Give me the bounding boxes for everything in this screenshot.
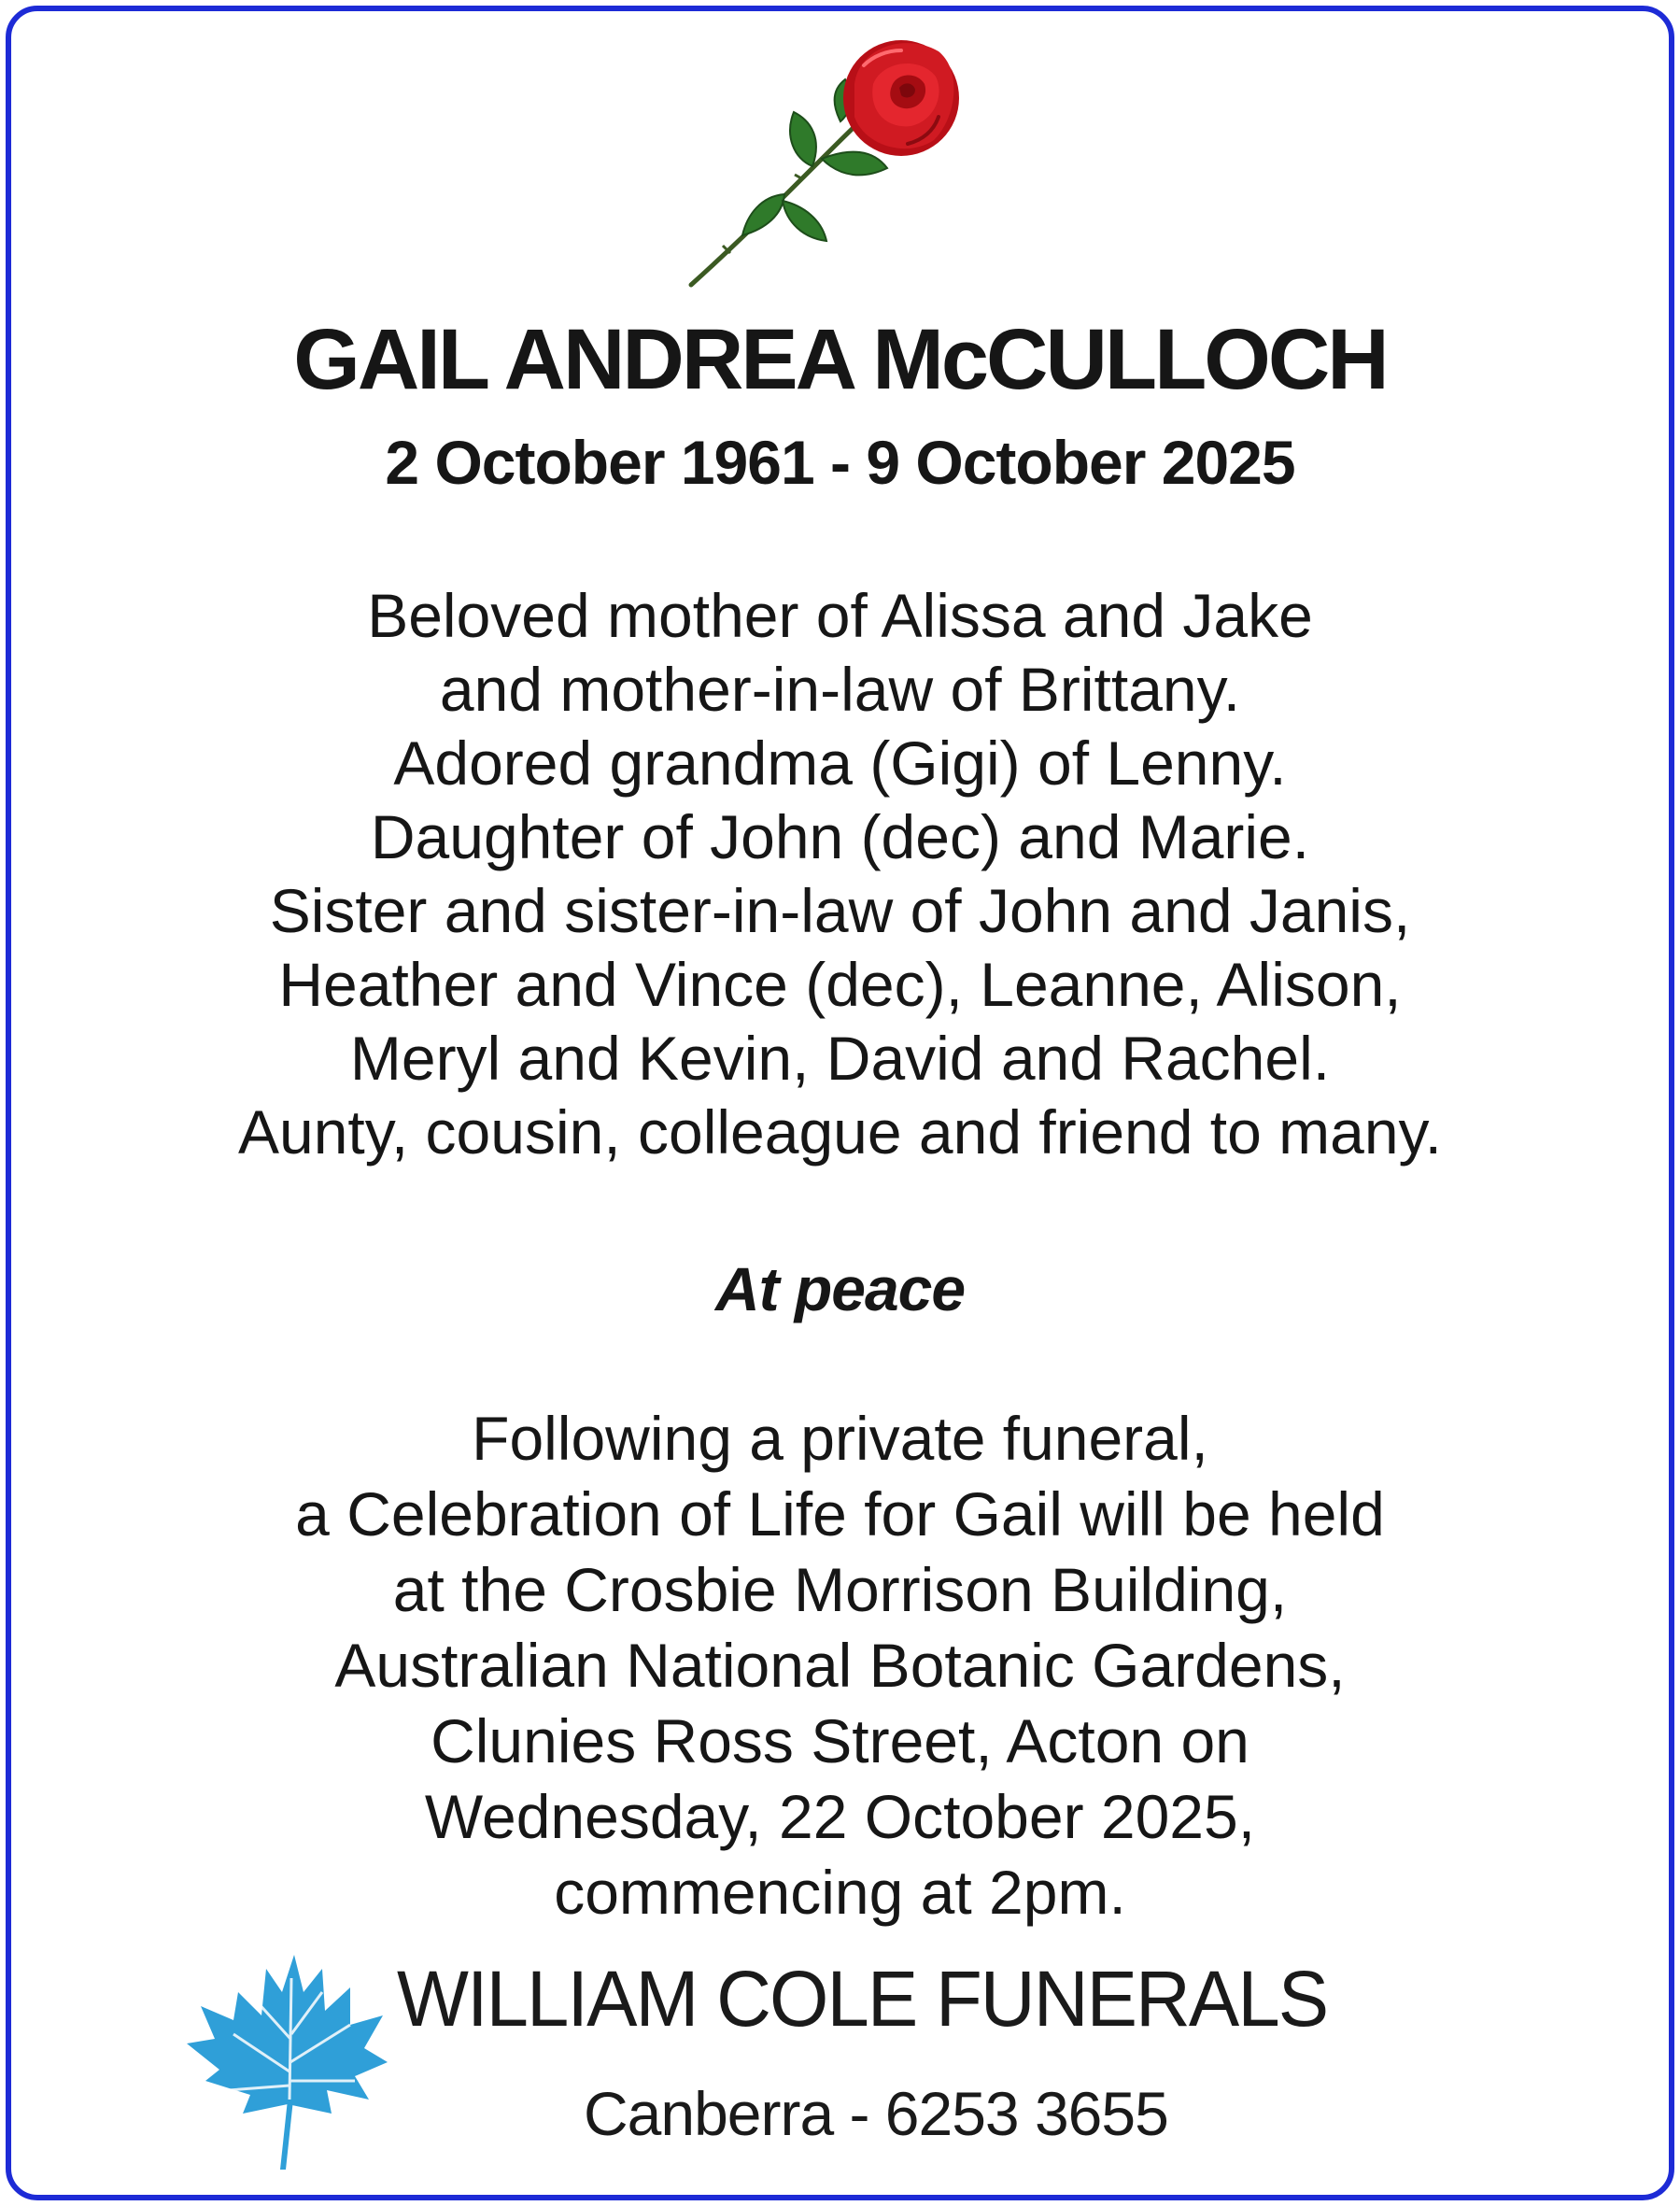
red-rose-icon — [672, 28, 1009, 294]
closing-phrase: At peace — [714, 1254, 966, 1323]
deceased-name: GAIL ANDREA McCULLOCH — [293, 312, 1387, 407]
relation-line: Beloved mother of Alissa and Jake — [367, 581, 1313, 650]
funeral-home-contact: Canberra - 6253 3655 — [584, 2079, 1168, 2148]
funeral-line: Clunies Ross Street, Acton on — [431, 1706, 1249, 1775]
funeral-line: Australian National Botanic Gardens, — [334, 1631, 1346, 1700]
funeral-line: commencing at 2pm. — [554, 1858, 1126, 1927]
funeral-line: a Celebration of Life for Gail will be held — [295, 1479, 1385, 1548]
relation-line: Sister and sister-in-law of John and Janis, — [269, 876, 1411, 945]
funeral-line: Wednesday, 22 October 2025, — [424, 1782, 1256, 1851]
relation-line: and mother-in-law of Brittany. — [439, 655, 1241, 724]
funeral-line: at the Crosbie Morrison Building, — [392, 1555, 1288, 1624]
relation-line: Aunty, cousin, colleague and friend to many. — [238, 1097, 1442, 1167]
relation-line: Meryl and Kevin, David and Rachel. — [349, 1024, 1331, 1093]
family-relations — [0, 579, 1680, 1169]
funeral-details — [0, 1401, 1680, 1930]
relation-line: Adored grandma (Gigi) of Lenny. — [393, 728, 1287, 798]
funeral-home-name: WILLIAM COLE FUNERALS — [397, 1955, 1328, 2043]
funeral-line: Following a private funeral, — [472, 1404, 1208, 1473]
relation-line: Daughter of John (dec) and Marie. — [370, 802, 1310, 871]
life-dates: 2 October 1961 - 9 October 2025 — [385, 428, 1295, 497]
maple-leaf-icon — [177, 1950, 392, 2174]
relation-line: Heather and Vince (dec), Leanne, Alison, — [278, 950, 1402, 1019]
